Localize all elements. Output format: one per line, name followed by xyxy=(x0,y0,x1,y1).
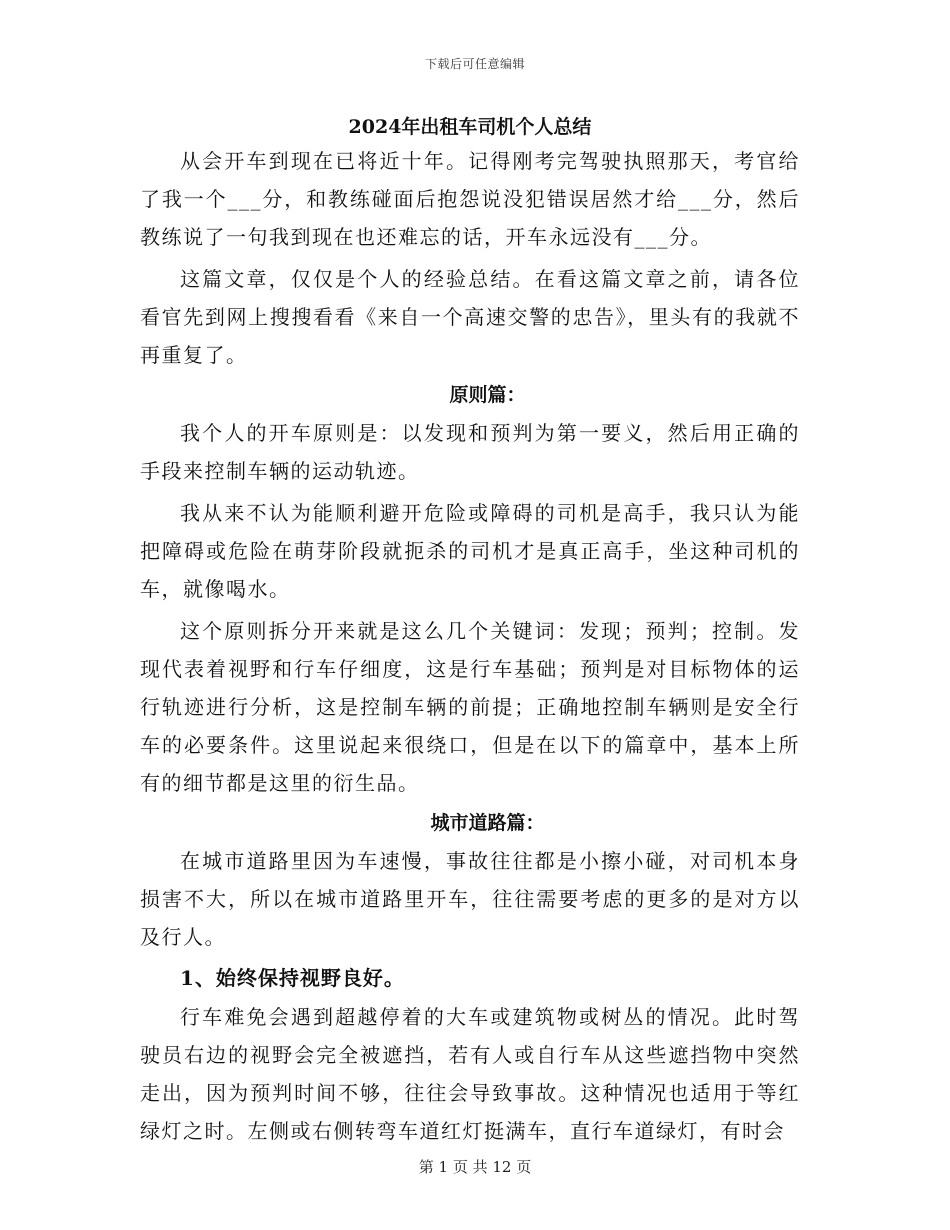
principles-heading: 原则篇： xyxy=(449,384,526,406)
point-1-heading: 1、始终保持视野良好。 xyxy=(180,966,405,990)
document-title: 2024年出租车司机个人总结 xyxy=(348,116,592,138)
point-1-paragraph: 行车难免会遇到超越停着的大车或建筑物或树丛的情况。此时驾驶员右边的视野会完全被遮挡，若有人或自行车从这些遮挡物中突然走出，因为预判时间不够，往往会导致事故。这种情况也适用于等红绿灯之时。左侧或右侧转弯车道红灯挺满车，直行车道绿灯，有时会 xyxy=(140,1005,800,1143)
document-page xyxy=(140,112,800,1150)
intro-paragraph-1: 从会开车到现在已将近十年。记得刚考完驾驶执照那天，考官给了我一个___分，和教练碰面后抱怨说没犯错误居然才给___分，然后教练说了一句我到现在也还难忘的话，开车永远没有___分。 xyxy=(140,149,800,249)
intro-paragraph-2: 这篇文章，仅仅是个人的经验总结。在看这篇文章之前，请各位看官先到网上搜搜看看《来自一个高速交警的忠告》，里头有的我就不再重复了。 xyxy=(140,267,800,367)
city-roads-paragraph-1: 在城市道路里因为车速慢，事故往往都是小擦小碰，对司机本身损害不大，所以在城市道路里开车，往往需要考虑的更多的是对方以及行人。 xyxy=(140,849,800,949)
principles-paragraph-3: 这个原则拆分开来就是这么几个关键词：发现；预判；控制。发现代表着视野和行车仔细度，这是行车基础；预判是对目标物体的运行轨迹进行分析，这是控制车辆的前提；正确地控制车辆则是安全行车的必要条件。这里说起来很绕口，但是在以下的篇章中，基本上所有的细节都是这里的衍生品。 xyxy=(140,619,800,795)
download-note: 下载后可任意编辑 xyxy=(424,57,525,71)
page-number: 第 1 页 共 12 页 xyxy=(418,1158,532,1176)
principles-paragraph-2: 我从来不认为能顺利避开危险或障碍的司机是高手，我只认为能把障碍或危险在萌芽阶段就扼杀的司机才是真正高手，坐这种司机的车，就像喝水。 xyxy=(140,501,800,601)
city-roads-heading: 城市道路篇： xyxy=(430,812,545,834)
principles-paragraph-1: 我个人的开车原则是：以发现和预判为第一要义，然后用正确的手段来控制车辆的运动轨迹。 xyxy=(140,421,800,483)
